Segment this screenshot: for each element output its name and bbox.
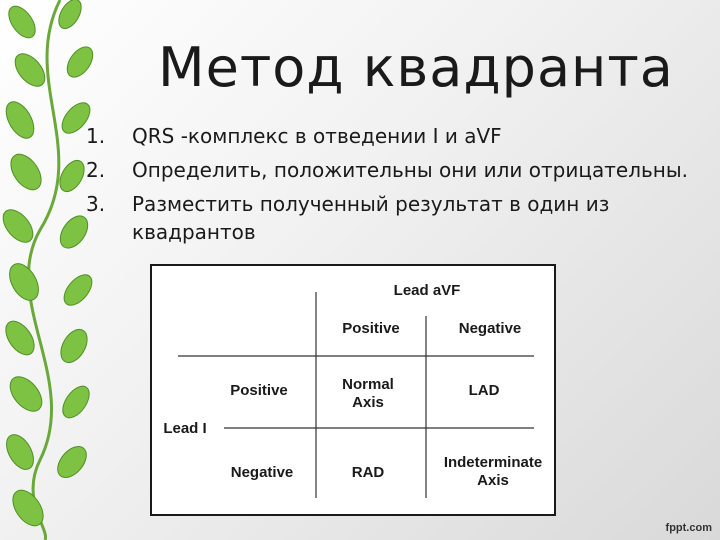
- leaf-icon: [0, 97, 39, 143]
- leaf-icon: [57, 382, 94, 423]
- item-text: Разместить полученный результат в один из квадрантов: [132, 192, 610, 244]
- lead-i-label: Lead I: [163, 420, 207, 437]
- leaf-icon: [62, 42, 98, 81]
- leaf-icon: [1, 430, 39, 474]
- leaf-icon: [5, 149, 48, 196]
- list-item: [86, 122, 696, 150]
- item-number: 2.: [86, 158, 106, 182]
- list-item: [86, 156, 696, 184]
- rad-cell: RAD: [351, 464, 385, 481]
- i-negative-label: Negative: [230, 464, 294, 481]
- quadrant-figure: [150, 264, 556, 516]
- item-number: 1.: [86, 124, 106, 148]
- leaf-icon: [52, 441, 92, 483]
- lad-cell: LAD: [468, 382, 500, 399]
- leaf-icon: [0, 204, 39, 247]
- indeterminate-axis-cell: Indeterminate Axis: [443, 454, 543, 489]
- item-number: 3.: [86, 192, 106, 216]
- footer-brand: fppt.com: [665, 522, 712, 534]
- leaf-icon: [9, 48, 50, 91]
- list-item: [86, 190, 696, 246]
- lead-avf-label: Lead aVF: [393, 282, 461, 299]
- i-positive-label: Positive: [230, 382, 288, 399]
- leaf-icon: [55, 325, 92, 367]
- item-text: QRS -комплекс в отведении I и aVF: [132, 124, 502, 148]
- steps-list: [86, 122, 696, 252]
- leaf-icon: [4, 371, 48, 417]
- leaf-icon: [4, 259, 45, 306]
- slide-title: Метод квадранта: [158, 36, 674, 99]
- avf-negative-label: Negative: [458, 320, 522, 337]
- item-text: Определить, положительны они или отрицательны.: [132, 158, 688, 182]
- leaf-vine-decoration: [0, 0, 110, 540]
- normal-axis-cell: Normal Axis: [342, 376, 394, 411]
- leaf-icon: [59, 270, 97, 310]
- leaf-icon: [3, 2, 40, 43]
- avf-positive-label: Positive: [342, 320, 400, 337]
